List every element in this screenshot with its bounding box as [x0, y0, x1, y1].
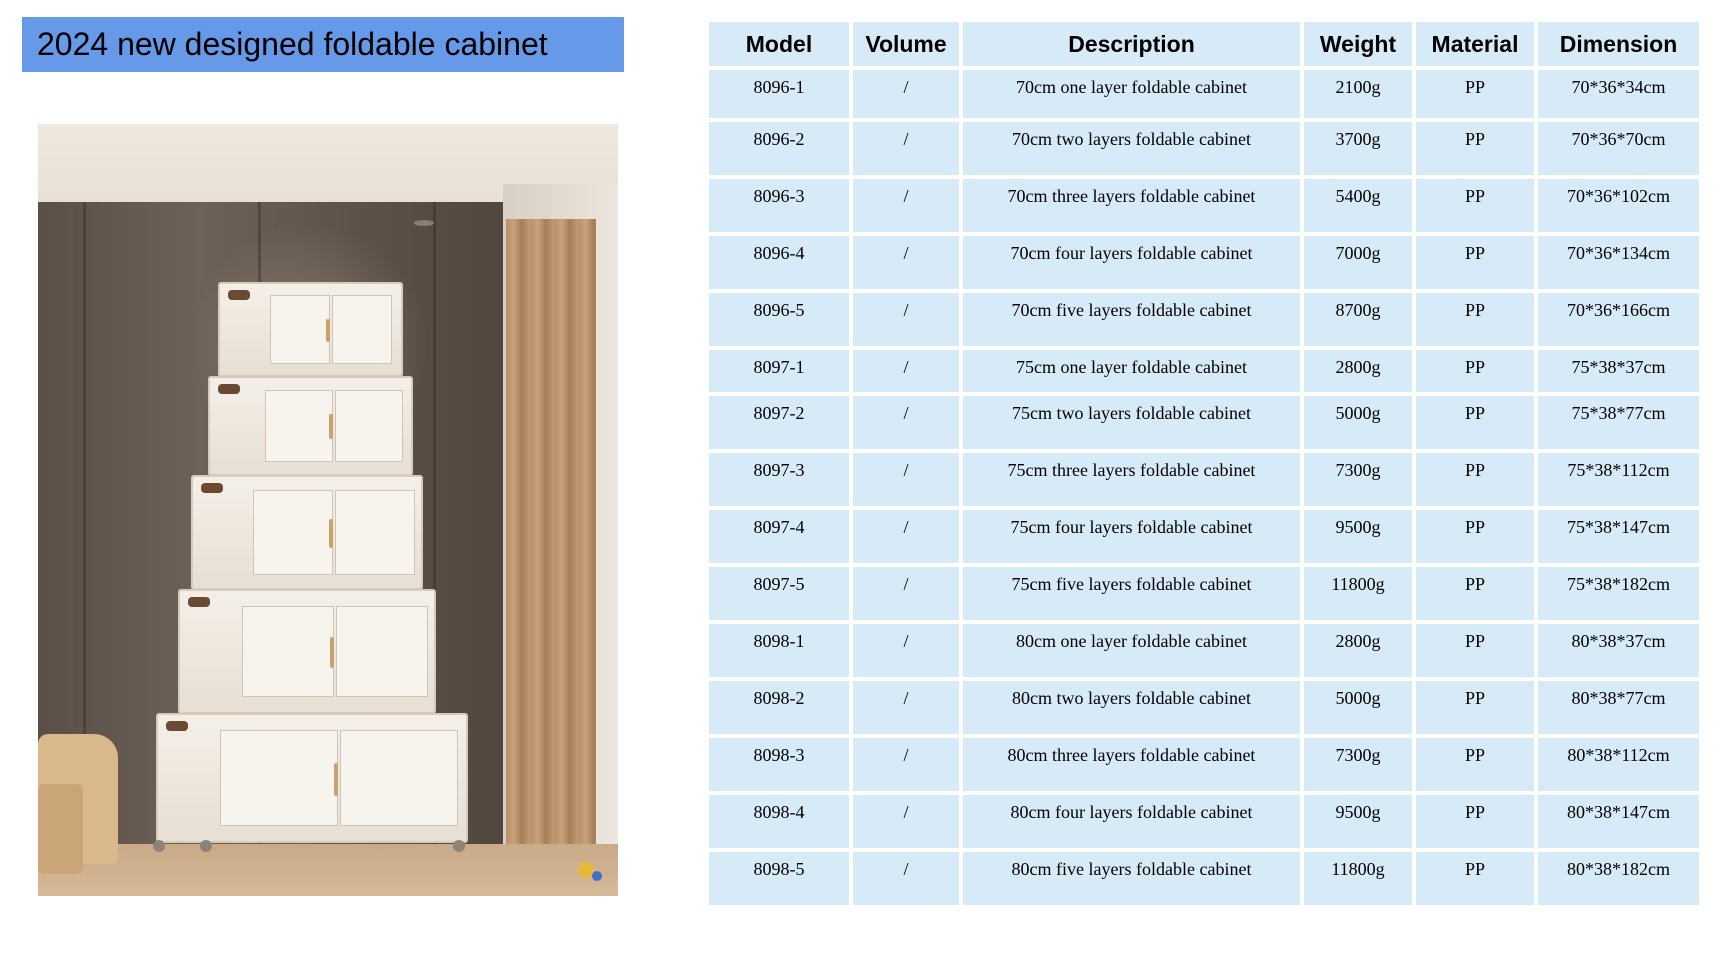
cell-dimension: 75*38*182cm: [1538, 567, 1699, 620]
cell-volume: /: [853, 738, 959, 791]
cabinet-door: [242, 606, 334, 698]
cell-volume: /: [853, 624, 959, 677]
cell-weight: 7300g: [1304, 738, 1412, 791]
cabinet-door: [265, 390, 333, 463]
cell-description: 75cm five layers foldable cabinet: [963, 567, 1300, 620]
cell-material: PP: [1416, 852, 1534, 905]
cabinet-knob: [329, 414, 333, 439]
cell-volume: /: [853, 350, 959, 392]
cabinet-handle: [228, 290, 250, 300]
header-material: Material: [1416, 22, 1534, 66]
header-model: Model: [709, 22, 849, 66]
title-banner: [22, 17, 624, 72]
cell-volume: /: [853, 396, 959, 449]
cell-description: 80cm one layer foldable cabinet: [963, 624, 1300, 677]
spec-table: [705, 18, 1703, 909]
cell-dimension: 80*38*37cm: [1538, 624, 1699, 677]
cabinet-handle: [201, 483, 223, 493]
cell-model: 8098-2: [709, 681, 849, 734]
cell-volume: /: [853, 795, 959, 848]
cell-volume: /: [853, 122, 959, 175]
cell-material: PP: [1416, 681, 1534, 734]
cell-dimension: 70*36*134cm: [1538, 236, 1699, 289]
cell-material: PP: [1416, 350, 1534, 392]
cabinet-wheel: [153, 840, 165, 852]
cell-dimension: 75*38*77cm: [1538, 396, 1699, 449]
cell-description: 70cm four layers foldable cabinet: [963, 236, 1300, 289]
cell-volume: /: [853, 293, 959, 346]
cell-volume: /: [853, 510, 959, 563]
cell-description: 70cm three layers foldable cabinet: [963, 179, 1300, 232]
cell-volume: /: [853, 567, 959, 620]
cabinet-knob: [329, 519, 333, 548]
table-row: [709, 681, 1699, 734]
table-row: [709, 122, 1699, 175]
cell-weight: 9500g: [1304, 795, 1412, 848]
cell-model: 8097-5: [709, 567, 849, 620]
cell-description: 80cm five layers foldable cabinet: [963, 852, 1300, 905]
cell-description: 70cm five layers foldable cabinet: [963, 293, 1300, 346]
cell-description: 80cm three layers foldable cabinet: [963, 738, 1300, 791]
cell-volume: /: [853, 852, 959, 905]
table-row: [709, 293, 1699, 346]
cabinet-knob: [330, 637, 334, 668]
cabinet-handle: [188, 597, 210, 607]
table-row: [709, 179, 1699, 232]
cabinet-layer: [208, 376, 413, 476]
table-row: [709, 738, 1699, 791]
table-row: [709, 852, 1699, 905]
cell-material: PP: [1416, 70, 1534, 118]
cell-description: 75cm one layer foldable cabinet: [963, 350, 1300, 392]
cabinet-knob: [326, 319, 330, 343]
cell-model: 8096-2: [709, 122, 849, 175]
cell-weight: 3700g: [1304, 122, 1412, 175]
cell-model: 8097-4: [709, 510, 849, 563]
cell-weight: 5000g: [1304, 681, 1412, 734]
cell-model: 8098-4: [709, 795, 849, 848]
cell-weight: 5400g: [1304, 179, 1412, 232]
cell-dimension: 75*38*37cm: [1538, 350, 1699, 392]
cell-material: PP: [1416, 795, 1534, 848]
cell-model: 8098-5: [709, 852, 849, 905]
cell-weight: 2100g: [1304, 70, 1412, 118]
cell-material: PP: [1416, 567, 1534, 620]
cell-dimension: 70*36*70cm: [1538, 122, 1699, 175]
cell-volume: /: [853, 70, 959, 118]
cell-description: 70cm one layer foldable cabinet: [963, 70, 1300, 118]
header-volume: Volume: [853, 22, 959, 66]
cell-weight: 9500g: [1304, 510, 1412, 563]
cabinet-door: [335, 490, 415, 574]
cabinet-door: [220, 730, 338, 826]
photo-sofa-arm: [38, 784, 83, 874]
page-title: 2024 new designed foldable cabinet: [37, 26, 548, 62]
cell-model: 8097-1: [709, 350, 849, 392]
cell-description: 75cm two layers foldable cabinet: [963, 396, 1300, 449]
cell-dimension: 80*38*182cm: [1538, 852, 1699, 905]
cell-model: 8097-3: [709, 453, 849, 506]
cell-model: 8096-5: [709, 293, 849, 346]
table-header-row: [709, 22, 1699, 66]
cell-material: PP: [1416, 510, 1534, 563]
table-row: [709, 70, 1699, 118]
cell-material: PP: [1416, 738, 1534, 791]
cabinet-door: [253, 490, 333, 574]
cell-volume: /: [853, 681, 959, 734]
cell-volume: /: [853, 179, 959, 232]
cell-material: PP: [1416, 624, 1534, 677]
table-row: [709, 567, 1699, 620]
cell-dimension: 75*38*147cm: [1538, 510, 1699, 563]
header-dimension: Dimension: [1538, 22, 1699, 66]
cell-dimension: 70*36*166cm: [1538, 293, 1699, 346]
cell-weight: 11800g: [1304, 567, 1412, 620]
cell-model: 8097-2: [709, 396, 849, 449]
photo-curtain: [506, 219, 596, 896]
table-row: [709, 396, 1699, 449]
cabinet-door: [340, 730, 458, 826]
header-description: Description: [963, 22, 1300, 66]
header-weight: Weight: [1304, 22, 1412, 66]
cell-dimension: 80*38*147cm: [1538, 795, 1699, 848]
table-row: [709, 624, 1699, 677]
cell-dimension: 80*38*112cm: [1538, 738, 1699, 791]
cabinet-wheel: [453, 840, 465, 852]
cell-description: 75cm three layers foldable cabinet: [963, 453, 1300, 506]
cell-weight: 2800g: [1304, 350, 1412, 392]
photo-floor: [38, 844, 618, 896]
cabinet-handle: [166, 721, 188, 731]
cabinet-handle: [218, 384, 240, 394]
table-row: [709, 350, 1699, 392]
cell-dimension: 75*38*112cm: [1538, 453, 1699, 506]
cell-description: 70cm two layers foldable cabinet: [963, 122, 1300, 175]
cabinet-layer: [218, 282, 403, 377]
cell-weight: 8700g: [1304, 293, 1412, 346]
cell-material: PP: [1416, 179, 1534, 232]
cell-material: PP: [1416, 396, 1534, 449]
table-row: [709, 510, 1699, 563]
cabinet-wheel: [200, 840, 212, 852]
cell-volume: /: [853, 236, 959, 289]
cell-model: 8098-3: [709, 738, 849, 791]
photo-toy-ball: [592, 871, 602, 881]
cell-dimension: 70*36*102cm: [1538, 179, 1699, 232]
cabinet-layer: [178, 589, 436, 714]
cell-weight: 7300g: [1304, 453, 1412, 506]
cabinet-door: [270, 295, 330, 364]
cell-model: 8098-1: [709, 624, 849, 677]
cell-model: 8096-1: [709, 70, 849, 118]
table-row: [709, 236, 1699, 289]
cabinet-knob: [334, 763, 338, 796]
cell-weight: 2800g: [1304, 624, 1412, 677]
cabinet-layer: [191, 475, 423, 590]
cell-weight: 7000g: [1304, 236, 1412, 289]
cell-dimension: 70*36*34cm: [1538, 70, 1699, 118]
cabinet-door: [332, 295, 392, 364]
table-row: [709, 453, 1699, 506]
cell-material: PP: [1416, 236, 1534, 289]
photo-ceiling-spotlight: [414, 220, 434, 226]
table-row: [709, 795, 1699, 848]
cell-description: 80cm four layers foldable cabinet: [963, 795, 1300, 848]
cell-dimension: 80*38*77cm: [1538, 681, 1699, 734]
cell-material: PP: [1416, 453, 1534, 506]
cell-volume: /: [853, 453, 959, 506]
cell-model: 8096-3: [709, 179, 849, 232]
cell-material: PP: [1416, 293, 1534, 346]
cell-model: 8096-4: [709, 236, 849, 289]
cell-weight: 11800g: [1304, 852, 1412, 905]
cell-weight: 5000g: [1304, 396, 1412, 449]
cabinet-door: [335, 390, 403, 463]
cell-material: PP: [1416, 122, 1534, 175]
cell-description: 80cm two layers foldable cabinet: [963, 681, 1300, 734]
product-photo: [38, 124, 618, 896]
cell-description: 75cm four layers foldable cabinet: [963, 510, 1300, 563]
cabinet-layer: [156, 713, 468, 843]
cabinet-door: [336, 606, 428, 698]
